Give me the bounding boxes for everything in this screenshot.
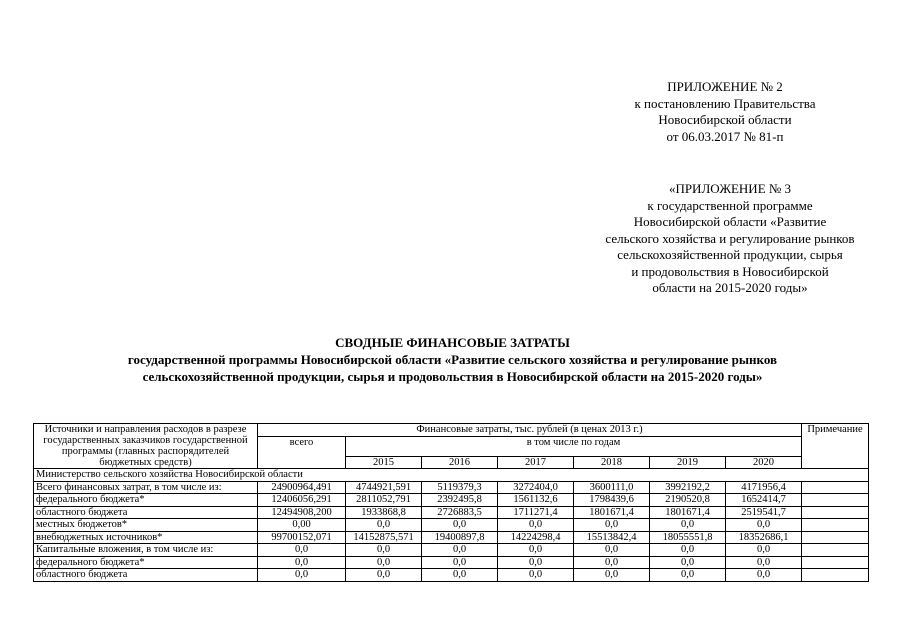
- table-body: [34, 424, 869, 582]
- row-year-value: 1561132,6: [498, 494, 574, 507]
- row-year-value: 0,0: [574, 519, 650, 532]
- row-note: [802, 481, 869, 494]
- row-total: 0,00: [258, 519, 346, 532]
- header-sources: Источники и направления расходов в разрезе государственных заказчиков государственной программы (главных распорядителей бюджетных средств): [34, 424, 258, 469]
- row-year-value: 2811052,791: [346, 494, 422, 507]
- program-appendix-line: сельского хозяйства и регулирование рынков: [605, 230, 855, 246]
- row-year-value: 2190520,8: [650, 494, 726, 507]
- row-label: областного бюджета: [34, 569, 258, 582]
- title-subtitle: сельскохозяйственной продукции, сырья и продовольствия в Новосибирской области на 2015-2020 годы»: [142, 369, 763, 384]
- row-year-value: 0,0: [650, 569, 726, 582]
- row-total: 0,0: [258, 544, 346, 557]
- row-note: [802, 544, 869, 557]
- row-year-value: 0,0: [650, 556, 726, 569]
- row-year-value: 2392495,8: [422, 494, 498, 507]
- table-row: [34, 481, 869, 494]
- program-appendix-number: «ПРИЛОЖЕНИЕ № 3: [668, 181, 792, 196]
- program-appendix-line: к государственной программе: [647, 197, 813, 213]
- table-header-row: [34, 424, 869, 437]
- financial-costs-table: [33, 423, 869, 582]
- row-year-value: 0,0: [574, 544, 650, 557]
- row-year-value: 15513842,4: [574, 531, 650, 544]
- row-year-value: 18352686,1: [726, 531, 802, 544]
- program-appendix-header: [570, 181, 890, 297]
- appendix-ref-line: Новосибирской области: [658, 112, 792, 127]
- header-year: 2017: [498, 456, 574, 469]
- row-year-value: 0,0: [650, 544, 726, 557]
- row-year-value: 0,0: [726, 519, 802, 532]
- table-row: [34, 494, 869, 507]
- row-year-value: 0,0: [726, 569, 802, 582]
- program-appendix-line: сельскохозяйственной продукции, сырья: [617, 247, 843, 262]
- row-year-value: 0,0: [346, 556, 422, 569]
- title-heading: СВОДНЫЕ ФИНАНСОВЫЕ ЗАТРАТЫ: [335, 335, 570, 350]
- row-year-value: 1652414,7: [726, 494, 802, 507]
- row-label: местных бюджетов*: [34, 519, 258, 532]
- row-year-value: 1711271,4: [498, 506, 574, 519]
- row-year-value: 0,0: [422, 569, 498, 582]
- row-year-value: 0,0: [422, 519, 498, 532]
- document-title: [0, 334, 905, 385]
- row-year-value: 4744921,591: [346, 481, 422, 494]
- row-label: внебюджетных источников*: [34, 531, 258, 544]
- row-year-value: 0,0: [726, 556, 802, 569]
- row-year-value: 0,0: [346, 519, 422, 532]
- header-year: 2019: [650, 456, 726, 469]
- row-year-value: 5119379,3: [422, 481, 498, 494]
- row-year-value: 19400897,8: [422, 531, 498, 544]
- row-total: 0,0: [258, 569, 346, 582]
- header-costs: Финансовые затраты, тыс. рублей (в ценах 2013 г.): [258, 424, 802, 437]
- program-appendix-line: области на 2015-2020 годы»: [652, 280, 808, 295]
- header-by-year: в том числе по годам: [346, 436, 802, 456]
- row-year-value: 2519541,7: [726, 506, 802, 519]
- program-appendix-line: Новосибирской области «Развитие: [633, 214, 827, 229]
- table-row: [34, 544, 869, 557]
- row-year-value: 3600111,0: [574, 481, 650, 494]
- row-year-value: 1801671,4: [574, 506, 650, 519]
- row-year-value: 0,0: [574, 556, 650, 569]
- section-title: Министерство сельского хозяйства Новосибирской области: [34, 469, 869, 482]
- header-year: 2015: [346, 456, 422, 469]
- title-subtitle: государственной программы Новосибирской области «Развитие сельского хозяйства и регулирование рынков: [127, 352, 778, 367]
- header-total: всего: [258, 436, 346, 469]
- row-year-value: 0,0: [498, 519, 574, 532]
- header-year: 2018: [574, 456, 650, 469]
- row-label: областного бюджета: [34, 506, 258, 519]
- row-total: 24900964,491: [258, 481, 346, 494]
- row-year-value: 18055551,8: [650, 531, 726, 544]
- row-label: Капитальные вложения, в том числе из:: [34, 544, 258, 557]
- row-label: федерального бюджета*: [34, 494, 258, 507]
- row-total: 99700152,071: [258, 531, 346, 544]
- row-year-value: 14224298,4: [498, 531, 574, 544]
- program-appendix-line: и продовольствия в Новосибирской: [631, 263, 829, 279]
- header-note: Примечание: [802, 424, 869, 469]
- row-year-value: 0,0: [498, 544, 574, 557]
- table-row: [34, 556, 869, 569]
- row-year-value: 0,0: [346, 569, 422, 582]
- row-total: 12494908,200: [258, 506, 346, 519]
- row-total: 0,0: [258, 556, 346, 569]
- row-year-value: 0,0: [422, 544, 498, 557]
- row-note: [802, 569, 869, 582]
- row-note: [802, 519, 869, 532]
- row-year-value: 0,0: [422, 556, 498, 569]
- row-year-value: 3992192,2: [650, 481, 726, 494]
- row-year-value: 14152875,571: [346, 531, 422, 544]
- row-year-value: 0,0: [726, 544, 802, 557]
- row-label: Всего финансовых затрат, в том числе из:: [34, 481, 258, 494]
- appendix-date: от 06.03.2017 № 81-п: [666, 128, 784, 144]
- row-year-value: 1933868,8: [346, 506, 422, 519]
- row-year-value: 1801671,4: [650, 506, 726, 519]
- row-note: [802, 506, 869, 519]
- table-row: [34, 531, 869, 544]
- appendix-header: [620, 79, 830, 145]
- table-row: [34, 519, 869, 532]
- row-year-value: 4171956,4: [726, 481, 802, 494]
- row-year-value: 2726883,5: [422, 506, 498, 519]
- row-year-value: 0,0: [498, 569, 574, 582]
- row-note: [802, 494, 869, 507]
- row-note: [802, 531, 869, 544]
- row-note: [802, 556, 869, 569]
- row-label: федерального бюджета*: [34, 556, 258, 569]
- row-year-value: 0,0: [346, 544, 422, 557]
- section-row: [34, 469, 869, 482]
- row-year-value: 0,0: [498, 556, 574, 569]
- header-year: 2020: [726, 456, 802, 469]
- row-year-value: 0,0: [650, 519, 726, 532]
- table-row: [34, 506, 869, 519]
- appendix-number: ПРИЛОЖЕНИЕ № 2: [667, 79, 783, 94]
- row-total: 12406056,291: [258, 494, 346, 507]
- row-year-value: 1798439,6: [574, 494, 650, 507]
- header-year: 2016: [422, 456, 498, 469]
- row-year-value: 0,0: [574, 569, 650, 582]
- row-year-value: 3272404,0: [498, 481, 574, 494]
- table-row: [34, 569, 869, 582]
- appendix-ref-line: к постановлению Правительства: [634, 95, 816, 111]
